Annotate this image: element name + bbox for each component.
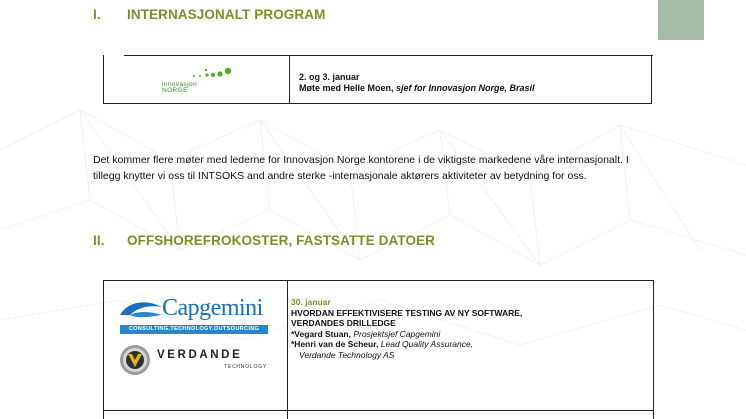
speaker-1: *Vegard Stuan, Prosjektsjef Capgemini [291, 328, 441, 339]
verdande-subtitle: TECHNOLOGY [224, 364, 268, 370]
section-title: OFFSHOREFROKOSTER, FASTSATTE DATOER [127, 233, 436, 248]
verdande-logo [116, 343, 274, 377]
event-table-2 [103, 280, 654, 419]
section-heading-2 [93, 233, 435, 248]
event-date: 30. januar [291, 297, 331, 307]
body-paragraph: Det kommer flere møter med lederne for Innovasjon Norge kontorene i de viktigste markedene våre internasjonalt. I tillegg knytter vi oss til INTSOKS and andre sterke -internasjonale aktørers aktiviteter av betydning for oss. [93, 154, 629, 182]
innovasjon-norge-dots-icon [152, 62, 232, 82]
column-divider [287, 281, 288, 419]
event-title-line2: VERDANDES DRILLEDGE [291, 318, 396, 329]
verdande-wordmark: VERDANDE [157, 349, 243, 361]
event-info-1 [299, 72, 535, 94]
event-info-2 [291, 297, 522, 361]
capgemini-wordmark: Capgemini [162, 295, 263, 321]
verdande-emblem-icon [118, 343, 154, 377]
event-table-1 [103, 55, 652, 104]
green-corner-tab [658, 0, 704, 40]
row-divider [104, 410, 653, 411]
innovasjon-norge-wordmark: innovasjon NORGE [162, 81, 198, 94]
capgemini-tagline: CONSULTING.TECHNOLOGY.OUTSOURCING [120, 325, 268, 334]
event-description: Møte med Helle Moen, sjef for Innovasjon Norge, Brasil [299, 83, 535, 93]
event-title-line1: HVORDAN EFFEKTIVISERE TESTING AV NY SOFTWARE, [291, 307, 523, 318]
section-number: II. [93, 233, 105, 248]
capgemini-spade-icon [118, 293, 164, 323]
column-divider [289, 55, 290, 103]
speaker-2-org: Verdande Technology AS [299, 349, 395, 360]
event-date: 2. og 3. januar [299, 72, 360, 82]
speaker-2: *Henri van de Scheur, Lead Quality Assurance, [291, 339, 474, 350]
innovasjon-norge-logo [152, 62, 232, 98]
section-number: I. [93, 7, 101, 22]
section-title: INTERNASJONALT PROGRAM [127, 7, 326, 22]
section-heading-1 [93, 7, 325, 22]
capgemini-logo [116, 293, 272, 335]
